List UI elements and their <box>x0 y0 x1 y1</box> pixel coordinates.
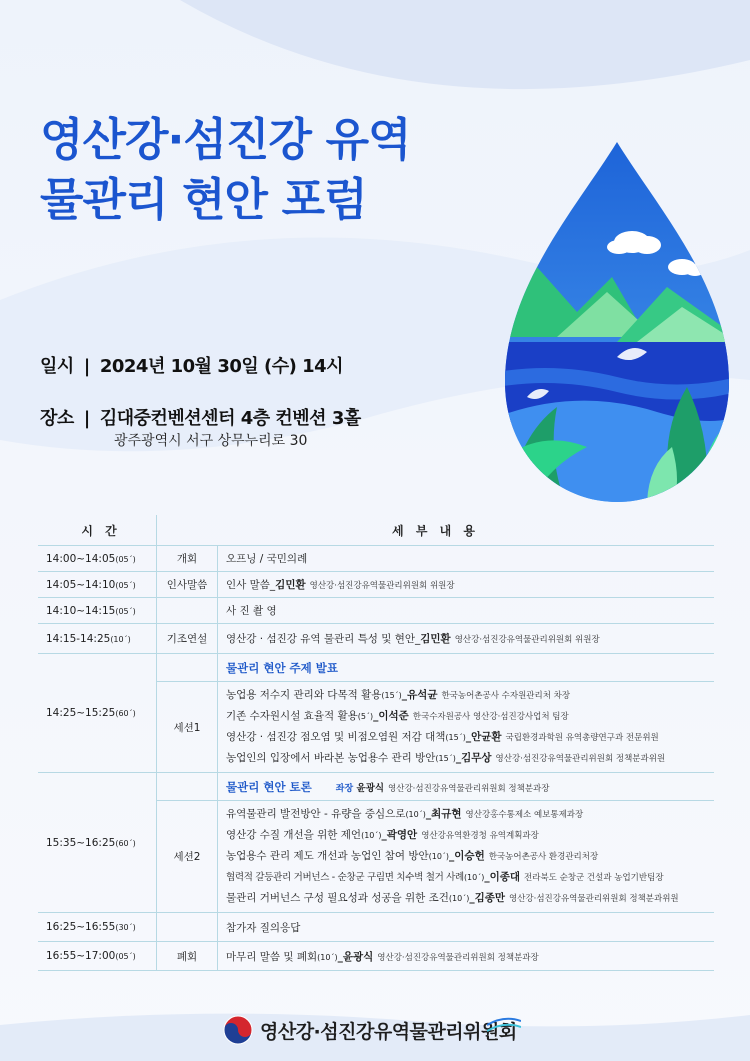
duration-text: (60´) <box>115 838 136 848</box>
date-sep: | <box>83 356 90 377</box>
duration-text: (05´) <box>115 580 136 590</box>
type-cell: 기조연설 <box>157 624 218 654</box>
topic-title: 영산강 · 섬진강 점오염 및 비점오염원 저감 대책 <box>226 731 446 743</box>
topic-title: 농업용수 관리 제도 개선과 농업인 참여 방안 <box>226 850 429 862</box>
time-cell <box>38 942 157 971</box>
table-row <box>38 942 714 971</box>
water-drop-illustration <box>497 137 737 507</box>
topic-item <box>226 867 714 888</box>
date-value: 2024년 10월 30일 (수) 14시 <box>99 356 344 377</box>
speaker-affiliation: 영산강홍수통제소 예보통제과장 <box>465 810 584 820</box>
body-cell <box>218 572 715 598</box>
time-cell <box>38 624 157 654</box>
time-cell <box>38 773 157 913</box>
taegeuk-emblem-icon <box>222 1014 254 1046</box>
topic-duration: (15´) <box>381 691 402 700</box>
organization-logo <box>222 1010 521 1050</box>
time-text: 16:25~16:55 <box>46 921 116 933</box>
time-text: 14:25~15:25 <box>46 707 116 719</box>
table-row <box>38 572 714 598</box>
duration-text: (10´) <box>110 634 131 644</box>
speaker-name: _이종대 <box>484 871 521 883</box>
venue-sep: | <box>83 408 90 429</box>
wave-lines-icon <box>487 1015 521 1045</box>
time-cell <box>38 546 157 572</box>
speaker-name: 김민환 <box>420 633 451 645</box>
type-cell: 세션1 <box>157 682 218 773</box>
title-line-2: 물관리 현안 포럼 <box>40 173 367 226</box>
topic-title: 물관리 거버넌스 구성 필요성과 성공을 위한 조건 <box>226 892 449 904</box>
speaker-name: _곽영안 <box>381 829 418 841</box>
duration-text: (30´) <box>115 923 136 932</box>
topic-item <box>226 825 714 846</box>
time-text: 14:15-14:25 <box>46 632 111 645</box>
speaker-affiliation: 한국농어촌공사 수자원관리처 차장 <box>441 691 571 701</box>
session2-heading: 물관리 현안 토론 <box>226 779 312 794</box>
type-cell-blank <box>157 654 218 682</box>
type-cell: 세션2 <box>157 801 218 913</box>
time-text: 14:10~14:15 <box>46 604 116 617</box>
title-line-1: 영산강·섬진강 유역 <box>40 113 411 166</box>
table-row <box>38 546 714 572</box>
speaker-affiliation: 영산강·섬진강유역물관리위원회 위원장 <box>309 581 455 591</box>
topic-item <box>226 706 714 727</box>
speaker-name: _김무상 <box>455 752 492 764</box>
session1-heading: 물관리 현안 주제 발표 <box>218 654 715 682</box>
session2-heading-cell <box>218 773 715 801</box>
topic-duration: (10´) <box>405 810 426 819</box>
body-text: 영산강 · 섬진강 유역 물관리 특성 및 현안_ <box>226 633 421 645</box>
topic-title: 영산강 수질 개선을 위한 제언 <box>226 829 362 841</box>
speaker-affiliation: 영산강·섬진강유역물관리위원회 위원장 <box>454 635 600 645</box>
topic-item <box>226 804 714 825</box>
body-cell: 참가자 질의응답 <box>218 913 715 942</box>
topic-duration: (10´) <box>448 894 470 903</box>
session1-head-row <box>38 654 714 682</box>
type-cell-blank <box>157 773 218 801</box>
body-cell: 오프닝 / 국민의례 <box>218 546 715 572</box>
topic-item <box>226 888 714 909</box>
topic-duration: (15´) <box>445 733 466 742</box>
speaker-name: _윤광식 <box>337 950 374 963</box>
body-cell: 사 진 촬 영 <box>218 598 715 624</box>
schedule-table <box>38 515 714 971</box>
time-cell <box>38 598 157 624</box>
body-cell <box>218 624 715 654</box>
table-row <box>38 624 714 654</box>
chair-name: 윤광식 <box>356 782 385 794</box>
topic-duration: (15´) <box>435 754 456 763</box>
chair-affiliation: 영산강·섬진강유역물관리위원회 정책분과장 <box>388 783 550 794</box>
topic-title: 농업인의 입장에서 바라본 농업용수 관리 방안 <box>226 752 436 764</box>
venue-address: 광주광역시 서구 상무누리로 30 <box>114 433 308 449</box>
speaker-affiliation: 한국수자원공사 영산강·섬진강사업처 팀장 <box>412 712 569 722</box>
speaker-affiliation: 국립환경과학원 유역총량연구과 전문위원 <box>505 733 659 743</box>
date-line <box>40 352 343 378</box>
speaker-affiliation: 전라북도 순창군 건설과 농업기반팀장 <box>524 873 664 883</box>
topic-item <box>226 685 714 706</box>
type-cell <box>157 598 218 624</box>
speaker-name: _이석준 <box>373 710 409 722</box>
topic-title: 농업용 저수지 관리와 다목적 활용 <box>226 689 382 701</box>
speaker-affiliation: 영산강·섬진강유역물관리위원회 정책분과위원 <box>509 894 679 904</box>
speaker-name: _안균환 <box>465 731 502 743</box>
header-time: 시 간 <box>38 515 157 546</box>
speaker-affiliation: 한국농어촌공사 환경관리처장 <box>488 852 599 862</box>
venue-value: 김대중컨벤션센터 4층 컨벤션 3홀 <box>99 408 361 429</box>
speaker-name: _이승헌 <box>449 850 485 862</box>
topic-item <box>226 748 714 769</box>
table-row <box>38 913 714 942</box>
organization-name: 영산강·섬진강유역물관리위원회 <box>260 1020 517 1043</box>
duration-text: (05´) <box>115 952 136 961</box>
type-cell: 인사말씀 <box>157 572 218 598</box>
type-cell <box>157 913 218 942</box>
time-cell <box>38 913 157 942</box>
session1-topics <box>218 682 715 773</box>
duration-text: (60´) <box>115 709 136 718</box>
duration-text: (05´) <box>115 606 136 616</box>
topic-item <box>226 727 714 748</box>
topic-title: 협력적 갈등관리 거버넌스 - 순창군 구림면 치수벽 철거 사례 <box>226 872 464 883</box>
time-text: 16:55~17:00 <box>46 950 116 962</box>
time-text: 14:00~14:05 <box>46 552 116 565</box>
topic-duration: (5´) <box>357 712 374 721</box>
time-text: 14:05~14:10 <box>46 578 116 591</box>
speaker-name: 김민환 <box>275 579 306 591</box>
session2-topics <box>218 801 715 913</box>
topic-duration: (10´) <box>361 831 382 840</box>
session2-head-row <box>38 773 714 801</box>
topic-duration: (10´) <box>463 873 485 882</box>
speaker-name: _김종만 <box>469 892 505 904</box>
speaker-name: _유석균 <box>401 689 438 701</box>
time-cell <box>38 654 157 773</box>
time-text: 15:35~16:25 <box>46 836 116 849</box>
topic-item <box>226 846 714 867</box>
header-details: 세 부 내 용 <box>157 515 715 546</box>
topic-title: 유역물관리 발전방안 - 유량을 중심으로 <box>226 808 406 820</box>
speaker-affiliation: 영산강·섬진강유역물관리위원회 정책분과장 <box>377 952 539 963</box>
topic-duration: (10´) <box>317 952 338 962</box>
speaker-name: _최규현 <box>425 808 462 820</box>
body-cell <box>218 942 715 971</box>
forum-title <box>40 110 411 230</box>
topic-title: 기존 수자원시설 효율적 활용 <box>226 710 358 722</box>
body-text: 마무리 말씀 및 폐회 <box>226 950 318 963</box>
venue-line <box>40 404 361 430</box>
venue-label: 장소 <box>40 408 74 429</box>
chair-label: 좌장 <box>335 783 354 794</box>
body-text: 인사 말씀_ <box>226 579 276 591</box>
time-cell <box>38 572 157 598</box>
type-cell: 개회 <box>157 546 218 572</box>
speaker-affiliation: 영산강유역환경청 유역계획과장 <box>421 831 539 841</box>
type-cell: 폐회 <box>157 942 218 971</box>
date-label: 일시 <box>40 356 74 377</box>
topic-duration: (10´) <box>428 852 450 861</box>
table-header-row <box>38 515 714 546</box>
table-row <box>38 598 714 624</box>
duration-text: (05´) <box>115 554 136 564</box>
speaker-affiliation: 영산강·섬진강유역물관리위원회 정책분과위원 <box>495 754 666 764</box>
